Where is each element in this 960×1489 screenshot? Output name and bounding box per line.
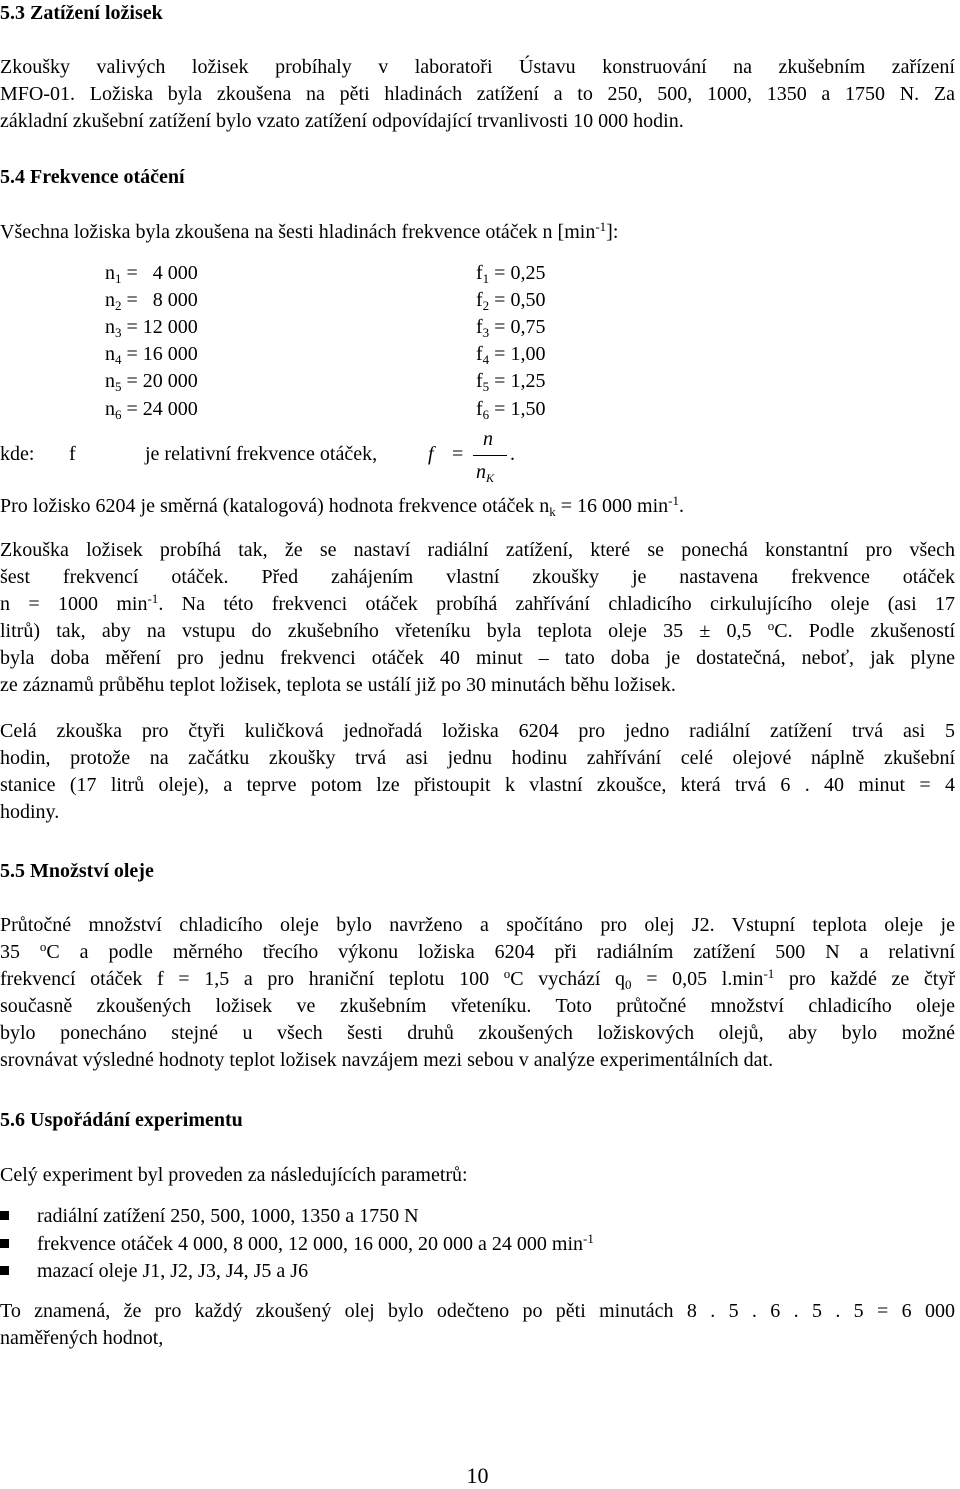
f-value: = 0,50: [494, 289, 546, 311]
text-span: pro každé ze čtyř: [774, 968, 956, 990]
subscript: K: [486, 471, 495, 485]
text-line: Zkouška ložisek probíhá tak, že se nastaví radiální zatížení, které se ponechá konstantní pro všech: [0, 539, 955, 561]
table-row: [476, 368, 545, 395]
f-symbol: f: [476, 343, 483, 365]
n-symbol: n: [105, 343, 115, 365]
bullet-marker: [0, 1266, 9, 1275]
text-span: . Na této frekvenci otáček probíhá zahřívání chladicího cirkulujícího oleje (asi 17: [158, 593, 955, 615]
subscript: 5: [115, 379, 122, 394]
text-line: stanice (17 litrů oleje), a teprve potom lze přistoupit k vlastní zkoušce, která trvá 6 . 40 minut = 4: [0, 774, 955, 796]
text-span: C vychází q: [510, 968, 626, 990]
text-line: současně zkoušených ložisek ve zkušebním vřeteníku. Toto průtočné množství chladicího oleje: [0, 995, 955, 1017]
f-symbol: f: [476, 289, 483, 311]
superscript: -1: [583, 1231, 594, 1246]
text-line: [0, 939, 955, 966]
f-value: = 0,75: [494, 316, 546, 338]
text-line: šest frekvencí otáček. Před zahájením vlastní zkoušky je nastavena frekvence otáček: [0, 566, 955, 588]
text-line: Průtočné množství chladicího oleje bylo navrženo a spočítáno pro olej J2. Vstupní teplota oleje je: [0, 914, 955, 936]
n-symbol: n: [105, 262, 115, 284]
text-span: ]:: [606, 221, 619, 243]
text-span: = 0,05 l.min: [631, 968, 764, 990]
text-line: Zkoušky valivých ložisek probíhaly v laboratoři Ústavu konstruování na zkušebním zařízení: [0, 56, 955, 78]
n-value: = 24 000: [126, 398, 198, 420]
formula-equals: =: [452, 443, 464, 465]
kde-description: je relativní frekvence otáček,: [145, 443, 378, 465]
section-heading-5-5: 5.5 Množství oleje: [0, 860, 154, 882]
section-heading-5-6: 5.6 Uspořádání experimentu: [0, 1109, 243, 1131]
list-item-text: mazací oleje J1, J2, J3, J4, J5 a J6: [37, 1260, 309, 1282]
kde-symbol: f: [69, 443, 76, 465]
subscript: 4: [482, 352, 490, 367]
text-line: ze záznamů průběhu teplot ložisek, teplota se ustálí již po 30 minutách běhu ložisek.: [0, 674, 676, 696]
text-line: [0, 618, 955, 645]
text-span: Pro ložisko 6204 je směrná (katalogová) hodnota frekvence otáček n: [0, 495, 550, 517]
subscript: 6: [482, 407, 490, 422]
section-heading-5-3: 5.3 Zatížení ložisek: [0, 2, 163, 24]
text-line: MFO-01. Ložiska byla zkoušena na pěti hladinách zatížení a to 250, 500, 1000, 1350 a 1750 N. Za: [0, 83, 955, 105]
catalog-frequency: [0, 493, 955, 520]
text-span: = 16 000 min: [555, 495, 669, 517]
table-row: [476, 396, 545, 423]
superscript: -1: [595, 219, 607, 234]
table-row: [105, 314, 198, 341]
experiment-intro: Celý experiment byl proveden za následujících parametrů:: [0, 1164, 468, 1186]
text-span: .: [679, 495, 685, 517]
formula-denominator: [476, 459, 494, 486]
subscript: 2: [115, 298, 122, 313]
subscript: 6: [115, 407, 122, 422]
paragraph-closing: [0, 1298, 955, 1352]
table-row: [105, 396, 198, 423]
formula-numerator: n: [483, 428, 493, 450]
subscript: 5: [482, 379, 490, 394]
fraction-bar: [473, 455, 507, 456]
kde-label: kde:: [0, 443, 35, 465]
subscript: 2: [482, 298, 490, 313]
table-row: [105, 341, 198, 368]
text-line: hodin, protože na začátku zkoušky trvá asi jednu hodinu zahřívání celé olejové náplně zkušební: [0, 747, 955, 769]
text-span: C. Podle zkušeností: [774, 620, 955, 642]
text-line: hodiny.: [0, 801, 60, 823]
n-value: = 4 000: [126, 262, 198, 284]
n-value: = 12 000: [126, 316, 198, 338]
text-line: [0, 966, 955, 993]
f-value: = 0,25: [494, 262, 546, 284]
bullet-marker: [0, 1239, 9, 1248]
table-row: [105, 287, 198, 314]
paragraph-test-procedure: [0, 537, 955, 699]
subscript: 3: [482, 325, 490, 340]
list-item-text: frekvence otáček 4 000, 8 000, 12 000, 16 000, 20 000 a 24 000 min: [37, 1233, 584, 1255]
f-value: = 1,50: [494, 398, 546, 420]
paragraph-oil-amount: [0, 912, 955, 1074]
n-value: = 8 000: [126, 289, 198, 311]
subscript: 0: [625, 977, 632, 992]
text-span: Všechna ložiska byla zkoušena na šesti hladinách frekvence otáček n [min: [0, 221, 596, 243]
subscript: 4: [115, 352, 122, 367]
n-value: = 20 000: [126, 370, 198, 392]
list-item: [37, 1258, 308, 1285]
denominator-symbol: n: [476, 461, 486, 483]
text-span: C a podle měrného třecího výkonu ložiska 6204 při radiálním zatížení 500 N a relativní: [46, 941, 956, 963]
text-line: To znamená, že pro každý zkoušený olej bylo odečteno po pěti minutách 8 . 5 . 6 . 5 . 5 = 6 000: [0, 1300, 955, 1322]
table-row: [476, 314, 545, 341]
n-symbol: n: [105, 316, 115, 338]
text-span: litrů) tak, aby na vstupu do zkušebního vřeteníku byla teplota oleje 35 ± 0,5: [0, 620, 768, 642]
superscript: o: [39, 939, 47, 954]
text-line: naměřených hodnot,: [0, 1327, 164, 1349]
subscript: 3: [115, 325, 122, 340]
superscript: o: [503, 966, 511, 981]
f-symbol: f: [476, 370, 483, 392]
text-line: srovnávat výsledné hodnoty teplot ložisek navzájem mezi sebou v analýze experimentálních dat.: [0, 1049, 774, 1071]
list-item: [37, 1231, 594, 1258]
subscript: 1: [115, 271, 122, 286]
text-line: [0, 591, 955, 618]
n-symbol: n: [105, 370, 115, 392]
text-line: byla doba měření pro jednu frekvenci otáček 40 minut – tato doba je dostatečná, neboť, jak plyne: [0, 647, 955, 669]
bullet-marker: [0, 1211, 9, 1220]
superscript: -1: [668, 493, 680, 508]
table-row: [476, 260, 545, 287]
text-line: bylo ponecháno stejné u všech šesti druhů zkoušených ložiskových olejů, aby bylo možné: [0, 1022, 955, 1044]
n-value: = 16 000: [126, 343, 198, 365]
text-line: základní zkušební zatížení bylo vzato zatížení odpovídající trvanlivosti 10 000 hodin.: [0, 110, 684, 132]
superscript: -1: [147, 591, 159, 606]
subscript: 1: [482, 271, 490, 286]
table-row: [105, 260, 198, 287]
table-row: [105, 368, 198, 395]
superscript: o: [767, 618, 775, 633]
list-item-text: radiální zatížení 250, 500, 1000, 1350 a 1750 N: [37, 1205, 419, 1227]
section-heading-5-4: 5.4 Frekvence otáčení: [0, 166, 185, 188]
paragraph-test-duration: [0, 718, 955, 826]
f-value: = 1,00: [494, 343, 546, 365]
n-symbol: n: [105, 398, 115, 420]
intro-5-4: [0, 219, 955, 246]
f-symbol: f: [476, 316, 483, 338]
f-symbol: f: [476, 262, 483, 284]
formula-lhs: f: [428, 443, 434, 465]
page-number: 10: [466, 1463, 489, 1488]
superscript: -1: [763, 966, 775, 981]
f-value: = 1,25: [494, 370, 546, 392]
paragraph-5-3: [0, 54, 955, 135]
subscript: k: [549, 504, 556, 519]
table-row: [476, 287, 545, 314]
text-line: Celá zkouška pro čtyři kuličková jednořadá ložiska 6204 pro jedno radiální zatížení trvá asi 5: [0, 720, 955, 742]
f-symbol: f: [476, 398, 483, 420]
text-span: 35: [0, 941, 40, 963]
list-item: [37, 1203, 419, 1230]
formula-period: .: [510, 443, 515, 465]
table-row: [476, 341, 545, 368]
text-span: frekvencí otáček f = 1,5 a pro hraniční teplotu 100: [0, 968, 504, 990]
n-symbol: n: [105, 289, 115, 311]
text-span: n = 1000 min: [0, 593, 148, 615]
